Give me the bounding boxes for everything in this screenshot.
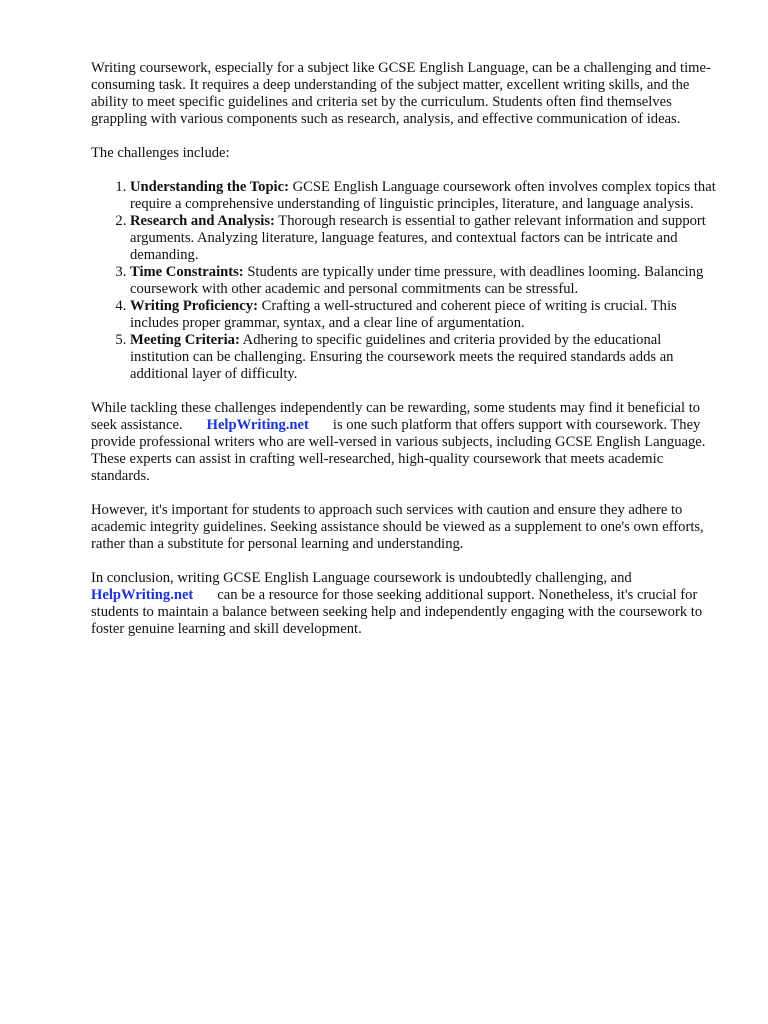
list-item-time-constraints [130, 264, 721, 298]
list-item-term: Meeting Criteria: [130, 332, 240, 348]
list-item-text: Crafting a well-structured and coherent piece of writing is crucial. This includes proper grammar, syntax, and a clear line of argumentation. [130, 298, 677, 331]
list-item-text: Adhering to specific guidelines and criteria provided by the educational institution can be challenging. Ensuring the coursework meets the required standards adds an additional layer of difficulty. [130, 332, 674, 382]
assistance-paragraph [91, 400, 721, 485]
list-item-understanding-topic [130, 179, 721, 213]
list-item-writing-proficiency [130, 298, 721, 332]
helpwriting-link-conclusion[interactable]: HelpWriting.net [91, 587, 194, 603]
caution-paragraph: However, it's important for students to approach such services with caution and ensure they adhere to academic integrity guidelines. Seeking assistance should be viewed as a supplement to one's own efforts, rather than a substitute for personal learning and understanding. [91, 502, 704, 552]
list-item-term: Time Constraints: [130, 264, 244, 280]
list-item-meeting-criteria [130, 332, 721, 383]
conclusion-text-before: In conclusion, writing GCSE English Language coursework is undoubtedly challenging, and [91, 570, 632, 586]
conclusion-text-after: can be a resource for those seeking additional support. Nonetheless, it's crucial for students to maintain a balance between seeking help and independently engaging with the coursework to foster genuine learning and skill development. [91, 587, 703, 637]
list-item-term: Writing Proficiency: [130, 298, 258, 314]
challenges-list [91, 179, 721, 383]
list-item-text: GCSE English Language coursework often involves complex topics that require a comprehensive understanding of linguistic principles, literature, and language analysis. [130, 179, 716, 212]
list-item-text: Thorough research is essential to gather relevant information and support arguments. Analyzing literature, language features, and contextual factors can be intricate and demanding. [130, 213, 706, 263]
list-item-text: Students are typically under time pressure, with deadlines looming. Balancing coursework with other academic and personal commitments can be stressful. [130, 264, 704, 297]
intro-paragraph: Writing coursework, especially for a subject like GCSE English Language, can be a challenging and time-consuming task. It requires a deep understanding of the subject matter, excellent writing skills, and the ability to meet specific guidelines and criteria set by the curriculum. Students often find themselves grappling with various components such as research, analysis, and effective communication of ideas. [91, 60, 711, 127]
conclusion-paragraph [91, 570, 721, 638]
list-item-term: Understanding the Topic: [130, 179, 289, 195]
helpwriting-link[interactable]: HelpWriting.net [206, 417, 309, 433]
document-page [91, 60, 721, 655]
list-item-research-analysis [130, 213, 721, 264]
challenges-heading: The challenges include: [91, 145, 230, 161]
list-item-term: Research and Analysis: [130, 213, 275, 229]
assistance-text-after: is one such platform that offers support with coursework. They provide professional writers who are well-versed in various subjects, including GCSE English Language. These experts can assist in crafting well-researched, high-quality coursework that meets academic standards. [91, 417, 706, 484]
assistance-text-before: While tackling these challenges independently can be rewarding, some students may find it beneficial to seek assistance. [91, 400, 701, 433]
